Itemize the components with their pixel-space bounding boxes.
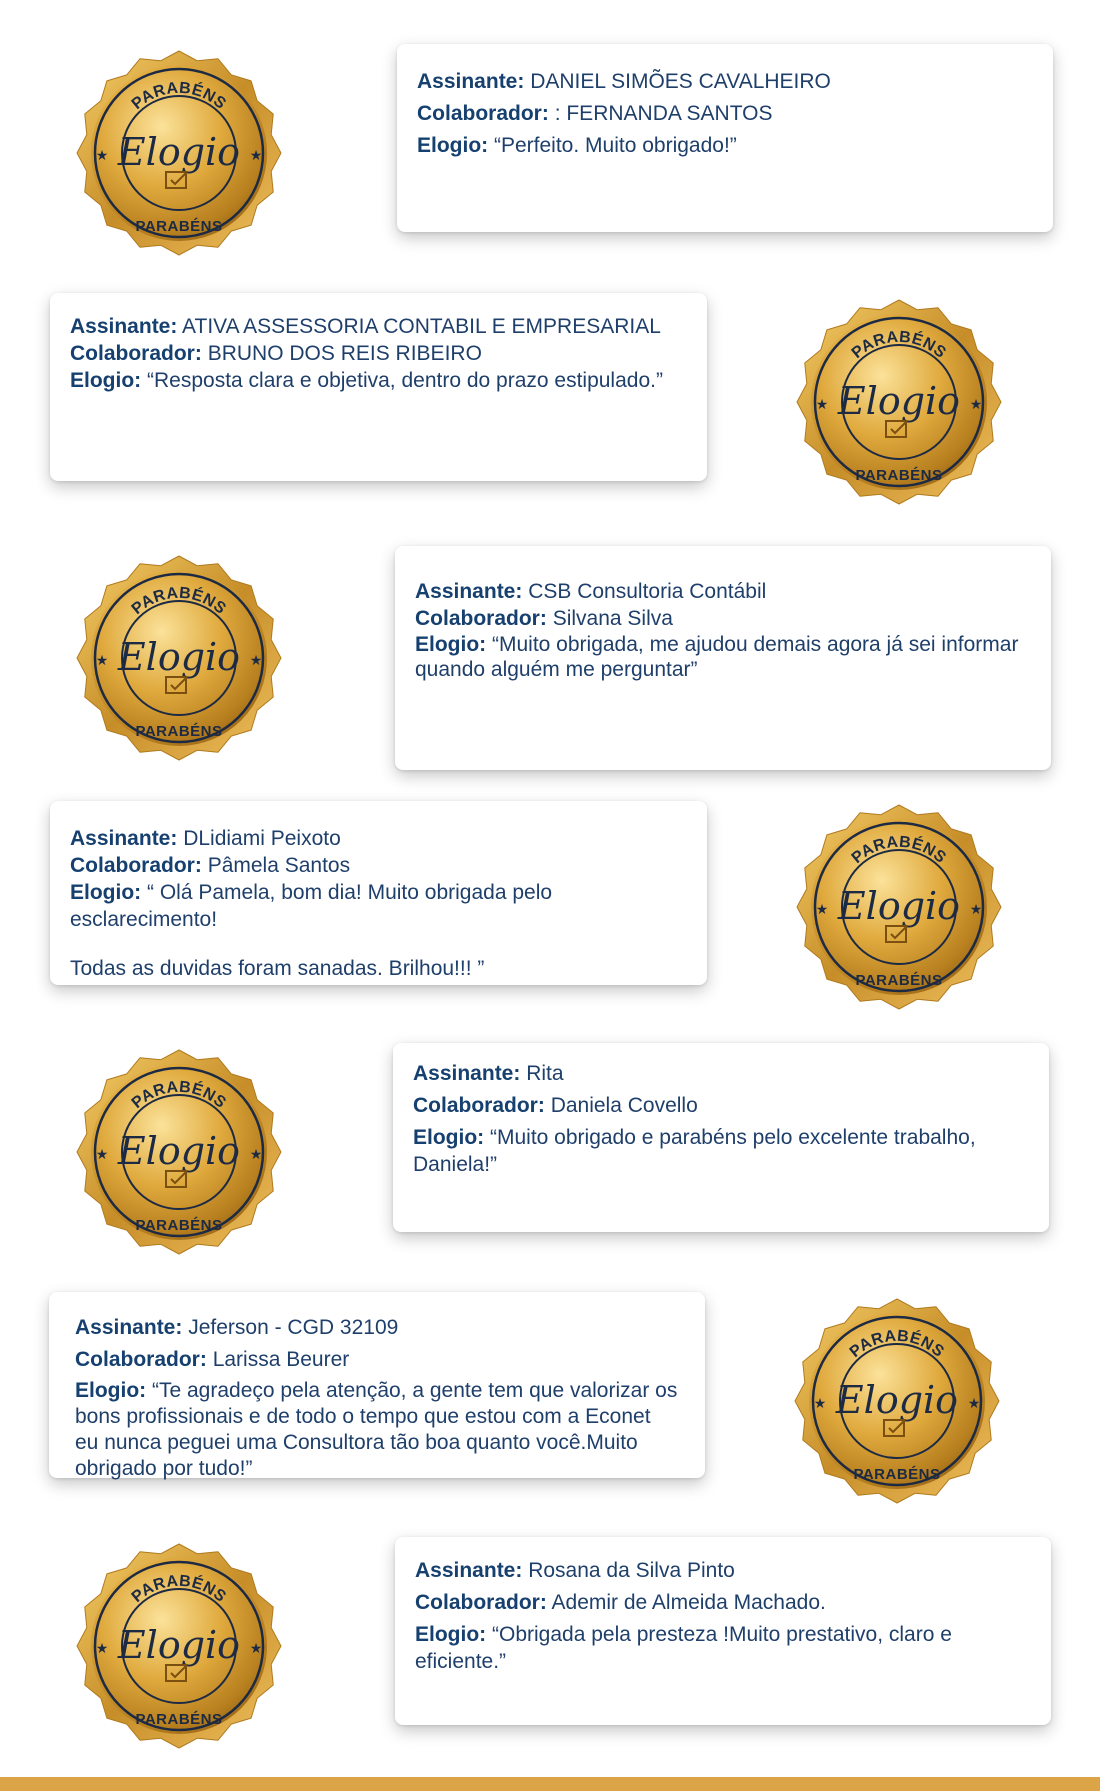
testimonial-card-3 (395, 546, 1051, 770)
elogio-badge-2 (794, 297, 1004, 507)
badge-star-right-icon: ★ (249, 1146, 263, 1162)
colaborador-line: Colaborador: Pâmela Santos (70, 854, 351, 877)
badge-top-text: PARABÉNS (848, 833, 950, 867)
badge-star-left-icon: ★ (813, 1395, 827, 1411)
assinante-value: CSB Consultoria Contábil (528, 580, 767, 603)
elogio-line: Elogio: “Muito obrigado e parabéns pelo excelente trabalho, Daniela!” (413, 1126, 976, 1176)
elogio-extra-line (70, 955, 687, 982)
elogio-line: Elogio: “Te agradeço pela atenção, a gente tem que valorizar os bons profissionais e de todo o tempo que estou com a Econet eu nunca peguei uma Consultora tão boa quanto você.Muito obrigado por tudo!” (75, 1379, 678, 1480)
colaborador-value: : FERNANDA SANTOS (554, 102, 773, 125)
assinante-value: Rosana da Silva Pinto (528, 1559, 735, 1582)
assinante-value: DLidiami Peixoto (183, 827, 341, 850)
badge-star-left-icon: ★ (95, 147, 109, 163)
badge-star-right-icon: ★ (249, 147, 263, 163)
badge-star-left-icon: ★ (95, 652, 109, 668)
testimonial-card-6 (49, 1292, 705, 1478)
colaborador-line: Colaborador: Silvana Silva (415, 607, 673, 630)
elogio-value: “Muito obrigada, me ajudou demais agora já sei informar quando alguém me perguntar” (415, 633, 1019, 681)
elogio-value: “ Olá Pamela, bom dia! Muito obrigada pelo esclarecimento! (70, 881, 553, 931)
badge-top-text: PARABÉNS (128, 1572, 230, 1606)
badge-star-right-icon: ★ (249, 1640, 263, 1656)
badge-bottom-text: PARABÉNS (135, 1711, 223, 1728)
elogio-badge-1 (74, 48, 284, 258)
badge-center-text: Elogio (117, 1623, 241, 1667)
badge-bottom-text: PARABÉNS (853, 1466, 941, 1483)
badge-star-left-icon: ★ (95, 1146, 109, 1162)
badge-star-right-icon: ★ (967, 1395, 981, 1411)
elogio-badge-4 (794, 802, 1004, 1012)
badge-top-text: PARABÉNS (846, 1327, 948, 1361)
badge-star-right-icon: ★ (249, 652, 263, 668)
colaborador-line: Colaborador: BRUNO DOS REIS RIBEIRO (70, 342, 482, 365)
badge-top-text: PARABÉNS (848, 328, 950, 362)
badge-bottom-text: PARABÉNS (855, 972, 943, 989)
colaborador-value: Silvana Silva (552, 607, 673, 630)
badge-center-text: Elogio (837, 884, 961, 928)
bottom-accent-bar (0, 1777, 1100, 1791)
badge-center-text: Elogio (117, 130, 241, 174)
badge-top-text: PARABÉNS (128, 79, 230, 113)
badge-star-right-icon: ★ (969, 396, 983, 412)
assinante-line: Assinante: CSB Consultoria Contábil (415, 580, 767, 603)
badge-center-text: Elogio (835, 1378, 959, 1422)
assinante-line: Assinante: Rosana da Silva Pinto (415, 1559, 735, 1582)
assinante-line: Assinante: DANIEL SIMÕES CAVALHEIRO (417, 70, 831, 93)
elogio-value: “Muito obrigado e parabéns pelo excelente trabalho, Daniela!” (413, 1126, 976, 1176)
colaborador-line: Colaborador: Ademir de Almeida Machado. (415, 1591, 826, 1614)
colaborador-line: Colaborador: Larissa Beurer (75, 1348, 350, 1371)
elogio-line: Elogio: “Muito obrigada, me ajudou demais agora já sei informar quando alguém me perguntar” (415, 633, 1019, 681)
assinante-value: DANIEL SIMÕES CAVALHEIRO (530, 70, 831, 93)
badge-star-right-icon: ★ (969, 901, 983, 917)
elogio-line: Elogio: “Perfeito. Muito obrigado!” (417, 134, 737, 157)
colaborador-value: BRUNO DOS REIS RIBEIRO (207, 342, 482, 365)
colaborador-value: Pâmela Santos (207, 854, 351, 877)
assinante-value: ATIVA ASSESSORIA CONTABIL E EMPRESARIAL (182, 315, 661, 338)
testimonial-card-7 (395, 1537, 1051, 1725)
elogio-badge-5 (74, 1047, 284, 1257)
colaborador-value: Larissa Beurer (212, 1348, 350, 1371)
assinante-line: Assinante: ATIVA ASSESSORIA CONTABIL E EMPRESARIAL (70, 315, 661, 338)
colaborador-value: Ademir de Almeida Machado. (551, 1591, 826, 1614)
assinante-value: Rita (526, 1062, 564, 1085)
badge-star-left-icon: ★ (815, 901, 829, 917)
badge-center-text: Elogio (117, 1129, 241, 1173)
testimonial-card-5 (393, 1043, 1049, 1232)
elogio-line: Elogio: “ Olá Pamela, bom dia! Muito obrigada pelo esclarecimento! (70, 881, 553, 931)
colaborador-line: Colaborador: Daniela Covello (413, 1094, 698, 1117)
elogio-value: “Perfeito. Muito obrigado!” (494, 134, 737, 157)
badge-top-text: PARABÉNS (128, 1078, 230, 1112)
colaborador-line: Colaborador: : FERNANDA SANTOS (417, 102, 773, 125)
elogio-value: “Resposta clara e objetiva, dentro do prazo estipulado.” (147, 369, 663, 392)
elogio-extra-value: Todas as duvidas foram sanadas. Brilhou!!! ” (70, 957, 485, 980)
badge-star-left-icon: ★ (95, 1640, 109, 1656)
elogio-badge-3 (74, 553, 284, 763)
elogio-line: Elogio: “Obrigada pela presteza !Muito prestativo, claro e eficiente.” (415, 1623, 952, 1673)
elogio-badge-7 (74, 1541, 284, 1751)
assinante-line: Assinante: Jeferson - CGD 32109 (75, 1316, 399, 1339)
badge-bottom-text: PARABÉNS (135, 1217, 223, 1234)
elogio-badge-6 (792, 1296, 1002, 1506)
badge-bottom-text: PARABÉNS (135, 218, 223, 235)
badge-bottom-text: PARABÉNS (135, 723, 223, 740)
testimonial-card-2 (50, 293, 707, 481)
testimonial-card-1 (397, 44, 1053, 232)
badge-star-left-icon: ★ (815, 396, 829, 412)
assinante-value: Jeferson - CGD 32109 (188, 1316, 399, 1339)
elogio-value: “Te agradeço pela atenção, a gente tem que valorizar os bons profissionais e de todo o tempo que estou com a Econet eu nunca peguei uma Consultora tão boa quanto você.Muito obrigado por tudo!” (75, 1379, 678, 1480)
elogio-line: Elogio: “Resposta clara e objetiva, dentro do prazo estipulado.” (70, 369, 663, 392)
elogio-value: “Obrigada pela presteza !Muito prestativo, claro e eficiente.” (415, 1623, 952, 1673)
badge-top-text: PARABÉNS (128, 584, 230, 618)
colaborador-value: Daniela Covello (550, 1094, 698, 1117)
badge-center-text: Elogio (837, 379, 961, 423)
testimonial-card-4 (50, 801, 707, 985)
badge-center-text: Elogio (117, 635, 241, 679)
assinante-line: Assinante: DLidiami Peixoto (70, 827, 341, 850)
badge-bottom-text: PARABÉNS (855, 467, 943, 484)
assinante-line: Assinante: Rita (413, 1062, 564, 1085)
